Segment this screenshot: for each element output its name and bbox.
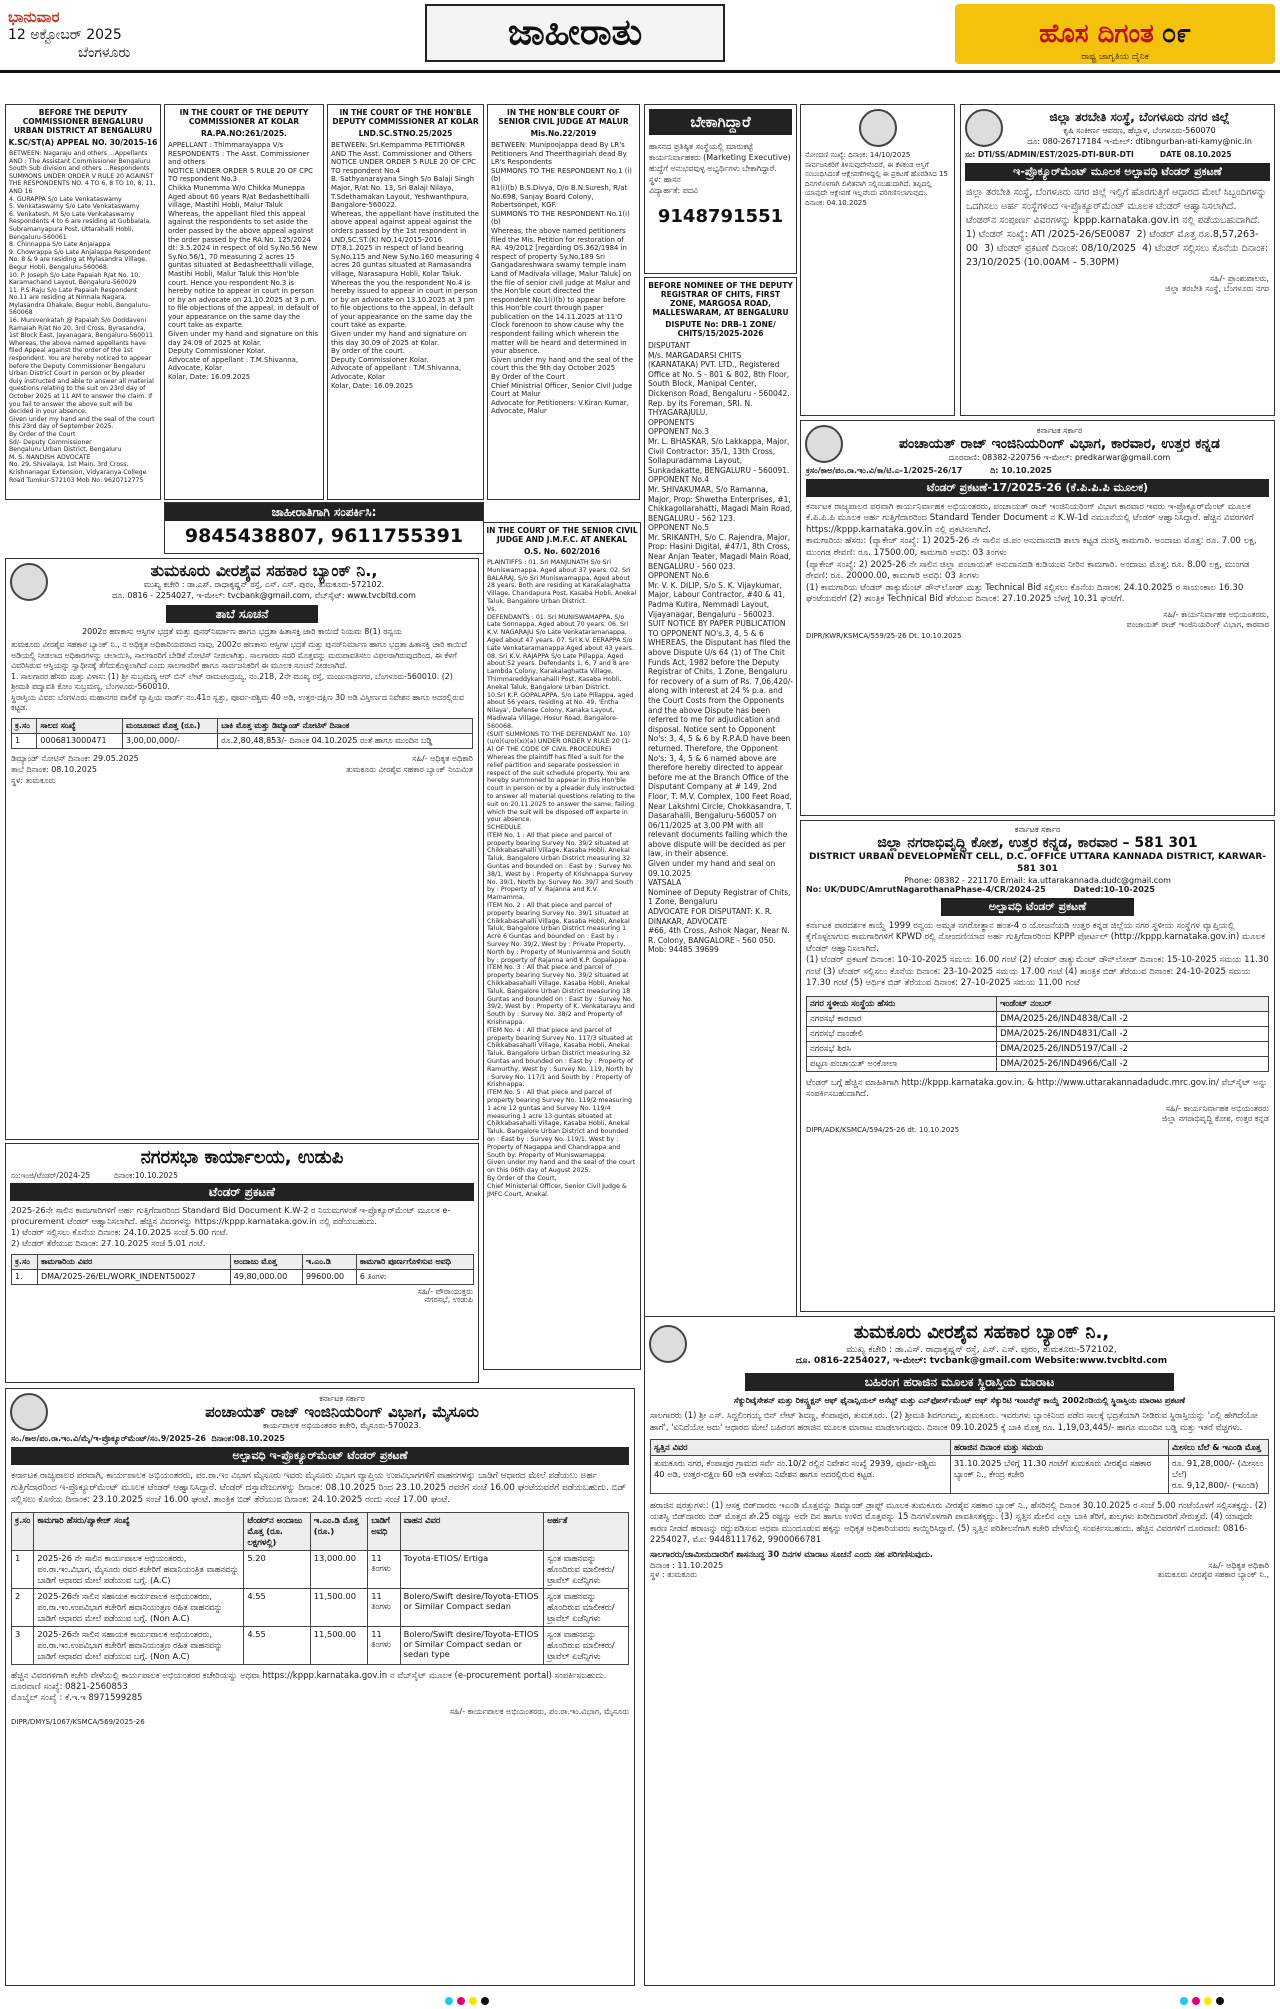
table-cell: Bolero/Swift desire/Toyota-ETIOS or Similar Compact sedan (400, 1588, 543, 1626)
notice-title: BEFORE NOMINEE OF THE DEPUTY REGISTRAR OF CHITS, FIRST ZONE, MARGOSA ROAD, MALLESWARAM, AT BENGALURU (648, 281, 793, 317)
indent-table (806, 996, 1269, 1072)
notice-body: BETWEEN: Sri.Kempamma PETITIONER AND The Asst. Commissioner and Others NOTICE UNDER ORDER 5 RULE 20 OF CPC TO respondent No.4 B. Sathyanarayana Singh S/o Balaji Singh Major, R/at No. 13, Sri Balaji Nilaya, T.Sdethamakan Layout, Yeshwanthpura, Bangalore-560022. Whereas, the appellant have instituted the above appeal against appeal against the orders passed by the 1st respondent in LND.SC.ST.(K) NO.14/2015-2016 DT:8.1.2025 in respect of land bearing Sy.No.115 and New Sy.No.160 measuring 4 acres 20 guntas situated at Ramasandra village, Narasapura Hobli, Kolar Taluk. Whereas the you the respondent No.4 is hereby issued to appear in court in person or by an advocate on 13.10.2025 at 3 pm to file objections to the appeal, in default of your appearance on the same day the court take as exparte. Given under my hand and signature on this day 30.09 of 2025 at Kolar. By order of the court. Deputy Commissioner Kolar. Advocate of appellant : T.M.Shivanna, Advocate, Kolar Kolar, Date: 16.09.2025 (331, 141, 480, 390)
table-cell: 11 ತಿಂಗಳು (368, 1588, 400, 1626)
yellow-dot (469, 1997, 477, 2005)
notice-chits-dispute (644, 277, 797, 1370)
notice-body: ಕರ್ನಾಟಕ ಪಾರದರ್ಶಕ ಕಾಯ್ದೆ 1999 ರನ್ವಯ ಅಮೃತ ನಗರೋತ್ಥಾನ ಹಂತ-4 ರ ಯೋಜನೆಯಡಿ ಉತ್ತರ ಕನ್ನಡ ಜಿಲ್ಲೆಯ ನಗರ ಸ್ಥಳೀಯ ಸಂಸ್ಥೆಗಳ ವ್ಯಾಪ್ತಿಯಲ್ಲಿ ಕೈಗೊಳ್ಳಲಾಗುವ ಕಾಮಗಾರಿಗಳಿಗೆ KPWD ರಲ್ಲಿ ನೋಂದಣಿಯಾದ ಅರ್ಹ ಗುತ್ತಿಗೆದಾರರಿಂದ KPPP ಪೋರ್ಟಲ್ (http://kppp.karnataka.gov.in) ಮೂಲಕ ಟೆಂಡರ್ ಆಹ್ವಾನಿಸಲಾಗಿದೆ. (1) ಟೆಂಡರ್ ಪ್ರಕಟಣೆ ದಿನಾಂಕ: 10-10-2025 ಸಮಯ 16.00 ಗಂಟೆ (2) ಟೆಂಡರ್ ಡಾಕ್ಯುಮೆಂಟ್ ಡೌನ್‌ಲೋಡ್ ದಿನಾಂಕ: 15-10-2025 ಸಮಯ 11.30 ಗಂಟೆ (3) ಟೆಂಡರ್ ಸಲ್ಲಿಸಲು ಕೊನೆಯ ದಿನಾಂಕ: 23-10-2025 ಸಮಯ 17.00 ಗಂಟೆ (4) ತಾಂತ್ರಿಕ ಬಿಡ್ ತೆರೆಯುವ ದಿನಾಂಕ: 24-10-2025 ಸಮಯ 17.30 ಗಂಟೆ (5) ಆರ್ಥಿಕ ಬಿಡ್ ತೆರೆಯುವ ದಿನಾಂಕ: 27-10-2025 ಸಮಯ 11.00 ಗಂಟೆ (806, 920, 1269, 989)
notice-place: ಸ್ಥಳ : ತುಮಕೂರು (650, 1569, 698, 1579)
table-cell: 31.10.2025 ಬೆಳಿಗ್ಗೆ 11.30 ಗಂಟೆಗೆ ತುಮಕೂರು ವೀರಶೈವ ಸಹಕಾರ ಬ್ಯಾಂಕ್ ನಿ., ಕೇಂದ್ರ ಕಚೇರಿ (951, 1456, 1169, 1494)
notice-sign: ಸಹಿ/- ಕಾರ್ಯಪಾಲಕ ಅಭಿಯಂತರರು, ಪಂ.ರಾ.ಇಂ.ವಿಭಾಗ, ಮೈಸೂರು (449, 1706, 629, 1716)
table-header: ಬಾಡಿಗೆ ಅವಧಿ (368, 1512, 400, 1550)
notice-title: BEFORE THE DEPUTY COMMISSIONER BENGALURU URBAN DISTRICT AT BENGALURU (13, 108, 153, 135)
table-cell: DMA/2025-26/IND4838/Call -2 (997, 1011, 1269, 1026)
bank-address: ಮುಖ್ಯ ಕಚೇರಿ : ಡಾ.ಎಸ್. ರಾಧಾಕೃಷ್ಣನ್ ರಸ್ತೆ, ಎಸ್. ಎಸ್. ಪುರಂ, ತುಮಕೂರು-572102. (143, 580, 385, 589)
bank-name: ತುಮಕೂರು ವೀರಶೈವ ಸಹಕಾರ ಬ್ಯಾಂಕ್ ನಿ., (853, 1322, 1110, 1343)
govt-emblem-icon (805, 425, 843, 463)
table-cell: ನಗರಸಭೆ ದಾಂಡೇಲಿ (807, 1026, 997, 1041)
notice-case-no: DISPUTE No: DRB-1 ZONE/ CHITS/15/2025-2026 (665, 320, 776, 338)
table-header: ವಾಹನ ವಿವರ (400, 1512, 543, 1550)
table-header: ಹರಾಜಿನ ದಿನಾಂಕ ಮತ್ತು ಸಮಯ (951, 1440, 1169, 1456)
dipr-code: DIPR/ADK/KSMCA/594/25-26 dt. 10.10.2025 (806, 1125, 960, 1134)
notice-date: ದಿನಾಂಕ : 11.10.2025 (650, 1561, 724, 1571)
tender-dti-bengaluru (960, 104, 1275, 416)
table-row (12, 1550, 629, 1588)
notice-body: ಸಾಲಗಾರರು (1) ಶ್ರೀ ಎಸ್. ಸಿದ್ದಲಿಂಗಯ್ಯ ಬಿನ್ ಲೇಟ್ ಶಿವಣ್ಣ, ಕೆಂಪಾಪುರ, ತುಮಕೂರು. (2) ಶ್ರೀಮತಿ ಶಿವಗಂಗಮ್ಮ, ತುಮಕೂರು. ಇವರುಗಳು ಬ್ಯಾಂಕಿನಿಂದ ಪಡೆದ ಸಾಲಕ್ಕೆ ಭದ್ರತೆಯಾಗಿ ನೀಡಿರುವ ಸ್ಥಿರಾಸ್ತಿಯನ್ನು 'ಎಲ್ಲಿ ಹೇಗಿದೆಯೋ ಹಾಗೆ', 'ಏನಿದೆಯೋ ಅದು' ಆಧಾರದ ಮೇಲೆ ಬಹಿರಂಗ ಹರಾಜಿನ ಮೂಲಕ ಮಾರಾಟ ಮಾಡಲಾಗುವುದು. ದಿನಾಂಕ 09.10.2025 ಕ್ಕೆ ಬಾಕಿ ಮೊತ್ತ ರೂ. 1,19,03,445/- ಹಾಗೂ ಮುಂದಿನ ಬಡ್ಡಿ ಮತ್ತು ಇತರೆ ವೆಚ್ಚಗಳು. (650, 1410, 1261, 1432)
notice-title: IN THE COURT OF THE HON'BLE DEPUTY COMMISSIONER AT KOLAR (332, 108, 479, 126)
notice-case-no: LND.SC.STNO.25/2025 (358, 129, 453, 138)
notice-dates: ಡಿಮ್ಯಾಂಡ್ ನೋಟಿಸ್ ದಿನಾಂಕ: 29.05.2025 ತಾಬೆ ದಿನಾಂಕ: 08.10.2025 ಸ್ಥಳ: ತುಮಕೂರು (11, 753, 139, 785)
org-name: ಜಿಲ್ಲಾ ನಗರಾಭಿವೃದ್ಧಿ ಕೋಶ, ಉತ್ತರ ಕನ್ನಡ, ಕಾರವಾರ – 581 301 (877, 835, 1198, 851)
table-row (807, 1011, 1269, 1026)
notice-tvcb-possession (5, 558, 479, 1140)
notice-ref: No: UK/DUDC/AmrutNagarothanaPhase-4/CR/2024-25 Dated:10-10-2025 (806, 885, 1155, 894)
wanted-title: ಬೇಕಾಗಿದ್ದಾರೆ (649, 109, 792, 135)
notice-ref: ಕ್ರಸಂ/ಕಾಅ/ಪಂ.ರಾ.ಇಂ.ವಿ/ಕಾ/ಟಿ.ಎ-1/2025-26/17 ದಿ: 10.10.2025 (806, 466, 1052, 475)
table-header: ಅರ್ಹತೆ (544, 1512, 629, 1550)
notice-ref: ಸಂ:ಇಂಜಿ/ಟೆಂಡರ್/2024-25 ದಿನಾಂಕ:10.10.2025 (11, 1171, 178, 1180)
table-header: ಇ.ಎಂ.ಡಿ ಮೊತ್ತ (ರೂ.) (310, 1512, 367, 1550)
edition-date-block (8, 8, 178, 62)
table-cell: ಸ್ವಂತ ವಾಹನವನ್ನು ಹೊಂದಿರುವ ಮಾಲೀಕರು/ ಟ್ರಾವೆಲ್ ಏಜೆನ್ಸಿಗಳು (544, 1550, 629, 1588)
notice-body: 2025-26ನೇ ಸಾಲಿನ ಕಾಮಗಾರಿಗಳಿಗೆ ಅರ್ಹ ಗುತ್ತಿಗೆದಾರರಿಂದ Standard Bid Document K.W-2 ರ ನಿಯಮಗಳಂತೆ ಇ-ಪ್ರೊಕ್ಯೂರ್‌ಮೆಂಟ್ ಮೂಲಕ e-procurement ಟೆಂಡರ್ ಆಹ್ವಾನಿಸಲಾಗಿದೆ. ಹೆಚ್ಚಿನ ವಿವರಗಳನ್ನು https://kppp.karnataka.gov.in ನಲ್ಲಿ ಪಡೆಯಬಹುದು. 1) ಟೆಂಡರ್ ಸಲ್ಲಿಸಲು ಕೊನೆಯ ದಿನಾಂಕ: 24.10.2025 ಸಂಜೆ 5.00 ಗಂಟೆ. 2) ಟೆಂಡರ್ ತೆರೆಯುವ ದಿನಾಂಕ: 27.10.2025 ಸಂಜೆ 5.01 ಗಂಟೆ. (11, 1204, 451, 1248)
table-cell: 11 ತಿಂಗಳು (368, 1626, 400, 1664)
notice-case-no: O.S. No. 602/2016 (523, 547, 601, 556)
table-row (12, 1588, 629, 1626)
notice-body: DISPUTANT M/s. MARGADARSI CHITS (KARNATAKA) PVT. LTD., Registered Office at No. S - 801 & 802, 8th Floor, South Block, Manipal Center, Dickenson Road, Bengaluru - 560042. Rep. by its Foreman, SRI. N. THYAGARAJULU. OPPONENTS OPPONENT No.3 Mr. L. BHASKAR, S/o Lakkappa, Major, Civil Contractor: 35/1, 13th Cross, Sollapuradamma Layout, Sunkadakatte, BENGALURU - 560091. OPPONENT No.4 Mr. SHIVAKUMAR, S/o Ramanna, Major, Prop: Shwetha Enterprises, #1, Chikkagollarahatti, Magadi Main Road, BENGALURU - 562 123. OPPONENT No.5 Mr. SRIKANTH, S/o C. Rajendra, Major, Prop: Hasini Digital, #47/1, 8th Cross, Near Anjan Teater, Magadi Main Road, BENGALURU - 560 023. OPPONENT No.6 Mr. V. K. DILIP, S/o S. K. Vijaykumar, Major, Labour Contractor, #40 & 41, Padma Kutira, Nemmadi Layout, Vijayanagar, Bengaluru - 560023. SUIT NOTICE BY PAPER PUBLICATION TO OPPONENT NO's.3, 4, 5 & 6 WHEREAS, the Disputant has filed the above Dispute U/s 64 (1) of The Chit Funds Act, 1982 before the Deputy Registrar of Chits, 1 Zone, Bengaluru for recovery of a sum of Rs. 7,06,420/- along with interest at 24 % p.a. and the Court Costs from the Opponents and the above Dispute has been referred to me for adjudication and disposal. Notice sent to Opponent No's: 3, 4, 5 & 6 by R.P.A.D have been returned. Therefore, the Opponent No's: 3, 4, 5 & 6 named above are therefore hereby directed to appear before me at the Branch Office of the Disputant Company at # 149, 2nd Floor, T. M.V. Complex, 100 Feet Road, Near Lakshmi Circle, Chokkasandra, T. Dasarahalli, Bengaluru-560057 on 06/11/2025 at 3.00 PM with all relevant documents failing which the above dispute will be decided as per law, in their absence. Given under my hand and seal on 09.10.2025 VATSALA Nominee of Deputy Registrar of Chits, 1 Zone, Bengaluru ADVOCATE FOR DISPUTANT: K. R. DINAKAR, ADVOCATE #66, 4th Cross, Ashok Nagar, Near N. R. Colony, BANGALORE - 560 050. Mob: 94485 39699 (648, 341, 793, 955)
notice-sign: ಸಹಿ/- ಪೌರಾಯುಕ್ತರು ನಗರಸಭೆ, ಉಡುಪಿ (417, 1286, 473, 1305)
notice-heading: ಇ-ಪ್ರೊಕ್ಯೂರ್‌ಮೆಂಟ್ ಮೂಲಕ ಅಲ್ಪಾವಧಿ ಟೆಂಡರ್ ಪ್ರಕಟಣೆ (965, 163, 1270, 181)
tender-pred-mysuru (5, 1388, 635, 1986)
auction-table (650, 1439, 1269, 1494)
page-number: ೦೯ (1161, 18, 1191, 49)
table-header: ಸಾಲದ ಸಂಖ್ಯೆ (37, 718, 122, 733)
ad-wanted (644, 104, 797, 274)
table-cell: 49,80,000.00 (230, 1269, 302, 1284)
edition-day: ಭಾನುವಾರ (8, 8, 60, 26)
wanted-body: ಹಾಸನದ ಪ್ರತಿಷ್ಠಿತ ಸಂಸ್ಥೆಯಲ್ಲಿ ಮಾರುಕಟ್ಟೆ ಕಾರ್ಯನಿರ್ವಾಹಕರು (Marketing Executive) ಹುದ್ದೆಗೆ ಅನುಭವವುಳ್ಳ ಅಭ್ಯರ್ಥಿಗಳು ಬೇಕಾಗಿದ್ದಾರೆ. ಸ್ಥಳ: ಹಾಸನ ವಿದ್ಯಾರ್ಹತೆ: ಪದವಿ (649, 142, 791, 195)
notice-sign: ಸಹಿ/- ಅಧಿಕೃತ ಅಧಿಕಾರಿ ತುಮಕೂರು ವೀರಶೈವ ಸಹಕಾರ ಬ್ಯಾಂಕ್ ನಿ., (1157, 1561, 1269, 1579)
table-cell: 1 (12, 733, 37, 748)
table-cell: 6 ತಿಂಗಳು (356, 1269, 473, 1284)
notice-heading: ಟೆಂಡರ್ ಪ್ರಕಟಣೆ (10, 1183, 474, 1201)
yellow-dot (1204, 1997, 1212, 2005)
notice-tvcb-auction (644, 1316, 1275, 1986)
table-cell: 11,500.00 (310, 1626, 367, 1664)
table-cell: 13,000.00 (310, 1550, 367, 1588)
tender-pred-karwar (800, 420, 1275, 816)
org-contact: Phone: 08382 - 221170 Email: ka.uttarakannada.dudc@gmail.com (904, 876, 1171, 885)
notice-footer: ಹೆಚ್ಚಿನ ವಿವರಗಳಿಗಾಗಿ ಕಚೇರಿ ವೇಳೆಯಲ್ಲಿ ಕಾರ್ಯಪಾಲಕ ಅಭಿಯಂತರರ ಕಚೇರಿಯನ್ನು ಅಥವಾ https://kppp.karnataka.gov.in ನ ವೆಬ್‌ಸೈಟ್ ಮೂಲಕ (e-procurement portal) ಸಂಪರ್ಕಿಸಬಹುದು. ದೂರವಾಣಿ ಸಂಖ್ಯೆ: 0821-2560853 ಮೊಬೈಲ್ ಸಂಖ್ಯೆ : ಕೆ.ಇ.ಇ 8971599285 (11, 1670, 607, 1703)
table-row (651, 1456, 1269, 1494)
notice-sign: ಸಹಿ/- ಕಾರ್ಯನಿರ್ವಾಹಕ ಅಭಿಯಂತರರು ಜಿಲ್ಲಾ ನಗರಾಭಿವೃದ್ಧಿ ಕೋಶ, ಉತ್ತರ ಕನ್ನಡ (1161, 1103, 1269, 1123)
notice-title: IN THE COURT OF THE SENIOR CIVIL JUDGE AND J.M.F.C. AT ANEKAL (486, 526, 638, 544)
table-cell: 3 (12, 1626, 34, 1664)
magenta-dot (1192, 1997, 1200, 2005)
auction-note: ಸಾಲಗಾರರು/ಜಾಮೀನುದಾರರಿಗೆ ಶಾಸನಬದ್ಧ 30 ದಿನಗಳ ಮಾರಾಟ ಸೂಚನೆ ಎಂದು ಸಹ ಪರಿಗಣಿಸುವುದು. (650, 1548, 933, 1559)
magenta-dot (457, 1997, 465, 2005)
table-cell: ನಗರಸಭೆ ಕಾರವಾರ (807, 1011, 997, 1026)
org-name: ಪಂಚಾಯತ್ ರಾಜ್ ಇಂಜಿನಿಯರಿಂಗ್ ವಿಭಾಗ, ಕಾರವಾರ, ಉತ್ತರ ಕನ್ನಡ (899, 436, 1220, 452)
table-header: ಅಂದಾಜು ಮೊತ್ತ (230, 1254, 302, 1269)
table-row (807, 1056, 1269, 1071)
notice-heading: ಟೆಂಡರ್ ಪ್ರಕಟಣೆ-17/2025-26 (ಕೆ.ಪಿ.ಪಿ.ಪಿ ಮೂಲಕ) (806, 479, 1269, 497)
cyan-dot (445, 1997, 453, 2005)
table-header: ಇ.ಎಂ.ಡಿ (302, 1254, 356, 1269)
table-cell: 4.55 (244, 1588, 310, 1626)
table-cell: DMA/2025-26/IND5197/Call -2 (997, 1041, 1269, 1056)
small-notice-body: ನೋಂದಣಿ ಸಂಖ್ಯೆ: ದಿನಾಂಕ: 14/10/2025 ಸಾರ್ವಜನಿಕರಿಗೆ ತಿಳಿಸುವುದೇನೆಂದರೆ, ಈ ಕೆಳಕಂಡ ಆಸ್ತಿಗೆ ಸಂಬಂಧಿಸಿದಂತೆ ಆಕ್ಷೇಪಣೆಗಳಿದ್ದಲ್ಲಿ ಈ ಪ್ರಕಟಣೆ ಹೊರಡಿಸಿದ 15 ದಿನಗಳೊಳಗಾಗಿ ಲಿಖಿತವಾಗಿ ಸಲ್ಲಿಸಬಹುದಾಗಿದೆ. ತಪ್ಪಿದಲ್ಲಿ ಯಾವುದೇ ಆಕ್ಷೇಪಣೆ ಇಲ್ಲವೆಂದು ಪರಿಗಣಿಸಲಾಗುವುದು. ದಿನಾಂಕ: 04.10.2025 (805, 151, 948, 207)
table-cell: 2025-26ನೇ ಸಾಲಿನ ಸಹಾಯಕ ಕಾರ್ಯಪಾಲಕ ಅಭಿಯಂತರರು, ಪಂ.ರಾ.ಇಂ.ಉಪವಿಭಾಗ ಕಚೇರಿಗೆ ಹವಾನಿಯಂತ್ರಣ ರಹಿತ ವಾಹನವನ್ನು ಬಾಡಿಗೆ ಆಧಾರದ ಮೇಲೆ ಪಡೆಯುವ ಬಗ್ಗೆ. (Non A.C) (34, 1626, 244, 1664)
notice-dc-kolar-2 (327, 104, 484, 500)
org-address: ಕೃಷಿ ಸಂಕೀರ್ಣ ಆವರಣ, ಹೆಬ್ಬಾಳ, ಬೆಂಗಳೂರು-560070 (1063, 126, 1216, 135)
table-row (12, 1269, 474, 1284)
org-name: ಜಿಲ್ಲಾ ತರಬೇತಿ ಸಂಸ್ಥೆ, ಬೆಂಗಳೂರು ನಗರ ಜಿಲ್ಲೆ (1049, 110, 1230, 124)
auction-terms: ಹರಾಜಿನ ಷರತ್ತುಗಳು: (1) ಆಸಕ್ತ ಬಿಡ್‌ದಾರರು ಇಎಂಡಿ ಮೊತ್ತವನ್ನು ಡಿಮ್ಯಾಂಡ್ ಡ್ರಾಫ್ಟ್ ಮೂಲಕ ತುಮಕೂರು ವೀರಶೈವ ಸಹಕಾರ ಬ್ಯಾಂಕ್ ನಿ., ಹೆಸರಿನಲ್ಲಿ ದಿನಾಂಕ 30.10.2025 ರ ಸಂಜೆ 5.00 ಗಂಟೆಯೊಳಗೆ ಸಲ್ಲಿಸತಕ್ಕದ್ದು. (2) ಯಶಸ್ವಿ ಬಿಡ್‌ದಾರರು ಬಿಡ್ ಮೊತ್ತದ ಶೇ.25 ರಷ್ಟನ್ನು ಅದೇ ದಿನ ಹಾಗೂ ಉಳಿದ ಮೊತ್ತವನ್ನು 15 ದಿನಗಳೊಳಗಾಗಿ ಪಾವತಿಸತಕ್ಕದ್ದು. (3) ಸ್ವತ್ತಿನ ಮೇಲಿನ ಎಲ್ಲಾ ಬಾಕಿ ತೆರಿಗೆ, ಶುಲ್ಕಗಳು ಖರೀದಿದಾರರಿಗೆ ಸೇರುತ್ತವೆ. (4) ಯಾವುದೇ ಕಾರಣ ನೀಡದೆ ಹರಾಜನ್ನು ರದ್ದುಪಡಿಸುವ ಅಥವಾ ಮುಂದೂಡುವ ಹಕ್ಕನ್ನು ಅಧಿಕೃತ ಅಧಿಕಾರಿಯವರು ಕಾಯ್ದಿರಿಸಿದ್ದಾರೆ. (5) ಸ್ವತ್ತಿನ ಪರಿಶೀಲನೆಗಾಗಿ ಕಚೇರಿ ವೇಳೆಯಲ್ಲಿ ಸಂಪರ್ಕಿಸಬಹುದು. ಹೆಚ್ಚಿನ ವಿವರಗಳಿಗೆ ದೂರವಾಣಿ: 0816-2254027, ಮೊ: 9448111762, 9900066781 (650, 1500, 1270, 1545)
notice-heading: ತಾಬೆ ಸೂಚನೆ (166, 605, 318, 623)
table-cell: DMA/2025-26/IND4831/Call -2 (997, 1026, 1269, 1041)
bank-logo-icon (10, 563, 48, 601)
notice-subheading: 2002ರ ಹಣಕಾಸು ಆಸ್ತಿಗಳ ಭದ್ರತೆ ಮತ್ತು ಪುನರ್‌ನಿರ್ಮಾಣ ಹಾಗೂ ಭದ್ರತಾ ಹಿತಾಸಕ್ತಿ ಜಾರಿ ಕಾಯಿದೆ ನಿಯಮ 8(1) ರನ್ವಯ (82, 627, 402, 636)
tender-dudc-karwar (800, 820, 1275, 1312)
paper-name: ಹೊಸ ದಿಗಂತ (1039, 18, 1154, 49)
govt-emblem-icon (965, 109, 1003, 147)
bank-logo-icon (649, 1325, 687, 1363)
org-name-en: DISTRICT URBAN DEVELOPMENT CELL, D.C. OFFICE UTTARA KANNADA DISTRICT, KARWAR-581 301 (808, 852, 1266, 874)
notice-title: IN THE HON'BLE COURT OF SENIOR CIVIL JUDGE AT MALUR (498, 108, 629, 126)
black-dot (481, 1997, 489, 2005)
notice-body: PLAINTIFFS : 01. Sri MANJUNATH S/o Sri Muniswamappa, Aged about 37 years. 02. Sri BALARAJ, S/o Sri Muniswamappa, Aged about 28 years. Both are residing at Karakalaghatta Village, Chandapura Post, Kasaba Hobli, Anekal Taluk, Bangalore Urban District. Vs. DEFENDANTS : 01. Sri MUNISWAMAPPA, S/o Late Sonnappa, Aged about 70 years. 06. Sri K.V. NAGARAJU S/o Late Venkataramanappa, Aged about 47 years. 07. Sri K.V. EERAPPA S/o Late Venkataramanappa Aged about 43 years. 08. Sri K.V. RAJAPPA S/o Late Pillappa, Aged about 52 years. Defendants 1, 6, 7 and 8 are Lambda Colony, Karakalaghatta Village, Thimmareddykanahalli Post, Kasaba Hobli, Anekal Taluk, Bangalore Urban District. 10.Sri K.P. GOPALAPPA, S/o Late Pillappa, aged about 56 years, residing at No. 49, 'Entha Nilaya', Defense Colony, Kanaka Layout, Madiwala Village, Hosur Road, Bangalore-560068. (SUIT SUMMONS TO THE DEFENDANT No. 10)(u/o)(u/o)(xi)(a) UNDER ORDER V RULE 20 (1-A) OF THE CODE OF CIVIL PROCEDURE) Whereas the plaintiff has filed a suit for the relief partition and separate possession in respect of the suit schedule property. You are hereby summoned to appear in this Hon'ble court in person or by a pleader duly instructed to answer all material questions relating to the suit on 20.11.2025 to answer the same, failing which the suit will be disposed off exparte in your absence. SCHEDULE ITEM No. 1 : All that piece and parcel of property bearing Survey No. 39/2 situated at Chikkabasahalli Village, Kasaba Hobli, Anekal Taluk, Bangalore Urban District measuring 32 Guntas and bounded on : East by : Survey No. 38/1, West by : Property of Krishnappa Survey No. 39/1, North by: Survey No. 39/7 and South by : Property of V. Rajanna and K.V. Marnamma. ITEM No. 2 : All that piece and parcel of property bearing Survey No. 39/1 situated at Chikkabasahalli Village, Kasaba Hobli, Anekal Taluk, Bangalore Urban District measuring 1 Acre 6 Guntas and bounded on : East by : Survey No. 39/2, West by : Private Property, North by : Property of Munivamma and South by : property of Rajanna and K.P. Gopalappa. ITEM No. 3 : All that piece and parcel of property bearing Survey No. 39/2 situated at Chikkabasahalli Village, Kasaba Hobli, Anekal Taluk, Bangalore Urban District measuring 18 Guntas and bounded on : East by : Survey No. 39/2, West by : Property of K. Venkatarayu and South by : Survey No. 38/2 and Property of Krishnappa. ITEM No. 4 : All that piece and parcel of property bearing Survey No. 117/3 situated at Chikkabasahalli Village, Kasaba Hobli, Anekal Taluk, Bangalore Urban District measuring 32 Guntas and bounded on : East by : Property of Ramurthy, West by : Survey No. 119, North by : Survey No. 117/1 and South by : Property of Krishnappa. ITEM No. 5 : All that piece and parcel of property bearing Survey No. 119/2 measuring 1 acre 12 guntas and Survey No. 119/4 measuring 1 acre 13 guntas situated at Chikkabasahalli Village, Kasaba Hobli, Anekal Taluk, Bangalore Urban District and bounded on : East by : Survey No. 119/1, West by : Property of Nagappa and Chandrappa and South by: Property of Muniswamappa. Given under my hand and the seal of the court on this 06th day of August 2025. By Order of the Court, Chief Ministerial Officer, Senior Civil Judge & JMFC Court, Anekal. (487, 559, 637, 1198)
notice-sign: ಸಹಿ/- ಅಧಿಕೃತ ಅಧಿಕಾರಿ ತುಮಕೂರು ವೀರಶೈವ ಸಹಕಾರ ಬ್ಯಾಂಕ್ ನಿಯಮಿತ (346, 753, 473, 774)
contact-title: ಜಾಹೀರಾತಿಗಾಗಿ ಸಂಪರ್ಕಿಸಿ: (165, 503, 483, 521)
black-dot (1216, 1997, 1224, 2005)
edition-city: ಬೆಂಗಳೂರು (78, 45, 131, 61)
table-header: ಮೀಸಲು ಬೆಲೆ & ಇಎಂಡಿ ಮೊತ್ತ (1168, 1440, 1268, 1456)
contact-phones: 9845438807, 9611755391 (184, 525, 464, 547)
notice-title: IN THE COURT OF THE DEPUTY COMMISSIONER AT KOLAR (179, 108, 309, 126)
notice-anekal-court (483, 522, 641, 1370)
notice-heading: ಬಹಿರಂಗ ಹರಾಜಿನ ಮೂಲಕ ಸ್ಥಿರಾಸ್ತಿಯ ಮಾರಾಟ (745, 1373, 1174, 1391)
notice-body: BETWEEN: Munipoojappa dead By LR's Petitioners And Theerthagiriah dead By LR's Respondents SUMMONS TO THE RESPONDENT No.1 (i) (b) R1(i)(b) B.S.Divya, D/o B.N.Suresh, R/at No.698, Sanjay Board Colony, Robertsonpet, KGF. SUMMONS TO THE RESPONDENT No.1(i) (b) Whereas, the above named petitioners filed the Mis. Petition for restoration of RA. 49/2012 [regarding OS.362/1984 in respect of property Sy.No.189 Sri Gangadareshwara swamy temple inam Land of Madivala village, Malur Taluk] on the file of senior civil judge at Malur and the Hon'ble court directed the respondent No.1(i)(b) to appear before this Hon'ble court through paper publication on the 14.11.2025 at 11'O Clock forenoon to show cause why the respondent failing which wherein the matter will be heard and determined in your absence. Given under my hand and the seal of the court this the 9th day October 2025 By Order of the Court Chief Ministrial Officer, Senior Civil Judge Court at Malur Advocate for Petitioners: V.Kiran Kumar, Advocate, Malur (491, 141, 633, 416)
table-row (12, 733, 473, 748)
bank-name: ತುಮಕೂರು ವೀರಶೈವ ಸಹಕಾರ ಬ್ಯಾಂಕ್ ನಿ., (150, 561, 378, 580)
dipr-code: DIPR/DMYS/1067/KSMCA/569/2025-26 (11, 1718, 145, 1727)
table-cell: DMA/2025-26/IND4966/Call -2 (997, 1056, 1269, 1071)
table-cell: ಪಟ್ಟಣ ಪಂಚಾಯತ್ ಅಂಕೋಲಾ (807, 1056, 997, 1071)
org-contact: ದೂರವಾಣಿ: 08382-220756 ಇ-ಮೇಲ್: predkarwar@gmail.com (948, 453, 1171, 462)
table-cell: ರೂ.2,80,48,853/- ದಿನಾಂಕ 04.10.2025 ರಂತೆ ಹಾಗೂ ಮುಂದಿನ ಬಡ್ಡಿ (218, 733, 473, 748)
notice-body: ತುಮಕೂರು ವೀರಶೈವ ಸಹಕಾರ ಬ್ಯಾಂಕ್ ನಿ., ನ ಅಧಿಕೃತ ಅಧಿಕಾರಿಯವರಾದ ನಾವು, 2002ರ ಹಣಕಾಸು ಆಸ್ತಿಗಳ ಭದ್ರತೆ ಮತ್ತು ಪುನರ್‌ನಿರ್ಮಾಣ ಹಾಗೂ ಭದ್ರತಾ ಹಿತಾಸಕ್ತಿ ಜಾರಿ ಕಾಯಿದೆ ಅಡಿಯಲ್ಲಿ ನೀಡಲಾದ ಅಧಿಕಾರಗಳನ್ನು ಚಲಾಯಿಸಿ, ಸಾಲಗಾರರಿಗೆ ಬೇಡಿಕೆ ನೋಟಿಸ್ ನೀಡಲಾಗಿತ್ತು. ಸಾಲಗಾರರು ಸದರಿ ಮೊತ್ತವನ್ನು ಮರುಪಾವತಿಸಲು ವಿಫಲರಾಗಿರುವುದರಿಂದ, ಈ ಕೆಳಗೆ ವಿವರಿಸಿರುವ ಆಸ್ತಿಯನ್ನು ಸ್ವಾಧೀನಕ್ಕೆ ತೆಗೆದುಕೊಳ್ಳಲಾಗಿದೆ ಎಂದು ಸಾಲಗಾರರಿಗೆ ಹಾಗೂ ಸಾರ್ವಜನಿಕರಿಗೆ ಈ ಮೂಲಕ ಸೂಚನೆ ನೀಡಲಾಗಿದೆ. 1. ಸಾಲಗಾರರ ಹೆಸರು ಮತ್ತು ವಿಳಾಸ: (1) ಶ್ರೀ ಸುಬ್ರಮಣ್ಯ ಆರ್ ಬಿನ್ ಲೇಟ್ ರಾಮಚಂದ್ರಯ್ಯ, ನಂ.218, 2ನೇ ಮುಖ್ಯ ರಸ್ತೆ, ಮಂಜುನಾಥನಗರ, ಬೆಂಗಳೂರು-560010. (2) ಶ್ರೀಮತಿ ಪದ್ಮಾವತಿ ಕೋಂ ಸುಬ್ರಮಣ್ಯ, ಬೆಂಗಳೂರು-560010. ಸ್ಥಿರಾಸ್ತಿಯ ವಿವರ: ಬೆಂಗಳೂರು ಮಹಾನಗರ ಪಾಲಿಕೆ ವ್ಯಾಪ್ತಿಯ ವಾರ್ಡ್ ನಂ.41ರ ಸ್ವತ್ತು, ಪೂರ್ವ-ಪಶ್ಚಿಮ 40 ಅಡಿ, ಉತ್ತರ-ದಕ್ಷಿಣ 30 ಅಡಿ ವಿಸ್ತೀರ್ಣದ ನಿವೇಶನ ಹಾಗೂ ಅದರಲ್ಲಿರುವ ಕಟ್ಟಡ. (11, 640, 467, 712)
table-cell: 0006813000471 (37, 733, 122, 748)
bank-contact: ದೂ. 0816 - 2254027, ಇ-ಮೇಲ್: tvcbank@gmail.com, ವೆಬ್‌ಸೈಟ್: www.tvcbltd.com (112, 591, 416, 600)
table-cell: 1. (12, 1269, 38, 1284)
table-header: ಬಾಕಿ ಮೊತ್ತ ಮತ್ತು ಡಿಮ್ಯಾಂಡ್ ನೋಟಿಸ್ ದಿನಾಂಕ (218, 718, 473, 733)
table-header: ಕಾಮಗಾರಿಯ ವಿವರ (38, 1254, 231, 1269)
notice-civil-judge-malur (487, 104, 640, 500)
table-row (12, 1626, 629, 1664)
table-cell: ಸ್ವಂತ ವಾಹನವನ್ನು ಹೊಂದಿರುವ ಮಾಲೀಕರು/ ಟ್ರಾವೆಲ್ ಏಜೆನ್ಸಿಗಳು (544, 1626, 629, 1664)
table-cell: 11 ತಿಂಗಳು (368, 1550, 400, 1588)
edition-date: 12 ಅಕ್ಟೋಬರ್ 2025 (8, 27, 122, 43)
table-cell: 11,500.00 (310, 1588, 367, 1626)
notice-registration (800, 104, 955, 416)
notice-footer: ಟೆಂಡರ್ ಬಗ್ಗೆ ಹೆಚ್ಚಿನ ಮಾಹಿತಿಗಾಗಿ http://kppp.karnataka.gov.in. & http://www.uttarakannadadudc.mrc.gov.in/ ವೆಬ್‌ಸೈಟ್ ಅನ್ನು ಸಂಪರ್ಕಿಸಬಹುದಾಗಿದೆ. (806, 1077, 1271, 1099)
dipr-code: DIPR/KWR/KSMCA/559/25-26 Dt. 10.10.2025 (806, 631, 962, 640)
bank-address: ಮುಖ್ಯ ಕಚೇರಿ : ಡಾ.ಎಸ್. ರಾಧಾಕೃಷ್ಣನ್ ರಸ್ತೆ, ಎಸ್. ಎಸ್. ಪುರಂ, ತುಮಕೂರು-572102, (846, 1345, 1117, 1355)
paper-tagline: ರಾಷ್ಟ್ರ ಜಾಗೃತಿಯ ದೈನಿಕ (1081, 52, 1149, 62)
table-cell: 4.55 (244, 1626, 310, 1664)
page-section-title: ಜಾಹೀರಾತು (425, 4, 725, 62)
notice-body: ಕರ್ನಾಟಕ ರಾಜ್ಯಪಾಲರ ಪರವಾಗಿ ಕಾರ್ಯನಿರ್ವಾಹಕ ಅಭಿಯಂತರರು, ಪಂಚಾಯತ್ ರಾಜ್ ಇಂಜಿನಿಯರಿಂಗ್ ವಿಭಾಗ ಕಾರವಾರ ಇವರು ಇ-ಪ್ರೊಕ್ಯೂರ್‌ಮೆಂಟ್ ಮೂಲಕ ಕೆ.ಪಿ.ಪಿ.ಪಿ ಮೂಲಕ ಅರ್ಹ ಗುತ್ತಿಗೆದಾರರಿಂದ Standard Tender Document ನ K.W-1d ನಮೂನೆಯಲ್ಲಿ ಟೆಂಡರ್ ಆಹ್ವಾನಿಸಿದ್ದಾರೆ. ಹೆಚ್ಚಿನ ವಿವರಗಳಿಗೆ https://kppp.karnataka.gov.in ನಲ್ಲಿ ಪ್ರಕಟಿಸಲಾಗಿದೆ. ಕಾಮಗಾರಿಯ ಹೆಸರು: (ಪ್ಯಾಕೇಜ್ ಸಂಖ್ಯೆ: 1) 2025-26 ನೇ ಸಾಲಿನ ಜಿ.ಪಂ ಅನುದಾನದಡಿ ಶಾಲಾ ಕಟ್ಟಡ ದುರಸ್ತಿ ಕಾಮಗಾರಿ. ಅಂದಾಜು ಮೊತ್ತ: ರೂ. 7.00 ಲಕ್ಷ, ಮುಂಗಡ ಠೇವಣಿ: ರೂ. 17500.00, ಕಾಮಗಾರಿ ಅವಧಿ: 03 ತಿಂಗಳು (ಪ್ಯಾಕೇಜ್ ಸಂಖ್ಯೆ: 2) 2025-26 ನೇ ಸಾಲಿನ ಜಿಲ್ಲಾ ಪಂಚಾಯತ್ ಅನುದಾನದಡಿ ಕುಡಿಯುವ ನೀರಿನ ಕಾಮಗಾರಿ. ಅಂದಾಜು ಮೊತ್ತ: ರೂ. 8.00 ಲಕ್ಷ, ಮುಂಗಡ ಠೇವಣಿ: ರೂ. 20000.00, ಕಾಮಗಾರಿ ಅವಧಿ: 03 ತಿಂಗಳು (1) ಕಾಮಗಾರಿಯ ಟೆಂಡರ್ ಡಾಕ್ಯುಮೆಂಟ್ ಡೌನ್‌ಲೋಡ್ ಮತ್ತು Technical Bid ಸಲ್ಲಿಸಲು ಕೊನೆಯ ದಿನಾಂಕ: 24.10.2025 ರ ಸಾಯಂಕಾಲ 16.30 ಘಂಟೆಯವರೆಗೆ (2) ತಾಂತ್ರಿಕ Technical Bid ತೆರೆಯುವ ದಿನಾಂಕ: 27.10.2025 ಬೆಳಗ್ಗೆ 10.31 ಘಂಟೆಗೆ. (806, 501, 1257, 605)
table-cell: ನಗರಸಭೆ ಶಿರಸಿ (807, 1041, 997, 1056)
govt-label: ಕರ್ನಾಟಕ ಸರ್ಕಾರ (1014, 825, 1061, 834)
notice-body: ಕರ್ನಾಟಕ ರಾಜ್ಯಪಾಲರ ಪರವಾಗಿ, ಕಾರ್ಯಪಾಲಕ ಅಭಿಯಂತರರು, ಪಂ.ರಾ.ಇಂ ವಿಭಾಗ ಮೈಸೂರು ಇವರು ಮೈಸೂರು ವಿಭಾಗ ವ್ಯಾಪ್ತಿಯ ಉಪವಿಭಾಗಗಳಿಗೆ ವಾಹನಗಳನ್ನು ಬಾಡಿಗೆ ಆಧಾರದ ಮೇಲೆ ಪಡೆಯಲು ಅರ್ಹ ಗುತ್ತಿಗೆದಾರರಿಂದ ಇ-ಪ್ರೊಕ್ಯೂರ್‌ಮೆಂಟ್ ಮೂಲಕ ಟೆಂಡರ್ ಆಹ್ವಾನಿಸಿದ್ದಾರೆ. ಟೆಂಡರ್ ದಸ್ತಾವೇಜುಗಳನ್ನು ದಿನಾಂಕ: 08.10.2025 ರಿಂದ 23.10.2025 ರವರೆಗೆ ಸಂಜೆ 16.00 ಘಂಟೆಯವರೆಗೆ ಪಡೆಯಬಹುದು. ಬಿಡ್ ಸಲ್ಲಿಸಲು ಕೊನೆಯ ದಿನಾಂಕ: 23.10.2025 ಸಂಜೆ 16.00 ಘಂಟೆ. ತಾಂತ್ರಿಕ ಬಿಡ್ ತೆರೆಯುವ ದಿನಾಂಕ: 24.10.2025 ರಂದು ಸಂಜೆ 17.00 ಘಂಟೆ. (11, 1470, 629, 1505)
govt-emblem-icon (10, 1393, 48, 1431)
notice-dc-bengaluru (5, 104, 161, 500)
table-cell: 99600.00 (302, 1269, 356, 1284)
notice-heading: ಅಲ್ಪಾವಧಿ ಇ-ಪ್ರೊಕ್ಯೂರ್‌ಮೆಂಟ್ ಟೆಂಡರ್ ಪ್ರಕಟಣೆ (11, 1447, 629, 1465)
notice-body: APPELLANT : Thimmarayappa V/s RESPONDENTS : The Asst. Commissioner and others NOTICE UNDER ORDER 5 RULE 20 OF CPC TO respondent No.3 Chikka Munemma W/o Chikka Muneppa Aged about 60 years R/at Bedashettihalli village, Mastihi Hobli, Malur Taluk Whereas, the appellant filed this appeal against the respondents to set aside the order passed by the above appeal against the order passed by the RA.No. 125/2024 dt: 3.5.2024 in respect of old Sy.No.56 New Sy.No.56/1, 70 measuring 2 acres 15 guntas situated at Bedasheetthalli village, Mastihi Hobli, Malur Taluk this Hon'ble court. Hence you respondent No.3 is hereby notice to appear in court in person or by an advocate on 21.10.2025 at 3 p.m. to file objections of the appeal, in default of your appearance on the same day the court take as exparte. Given under my hand and signature on this day 24.09 of 2025 at Kolar. Deputy Commissioner Kolar. Advocate of appellant : T.M.Shivanna, Advocate, Kolar Kolar, Date: 16.09.2025 (168, 141, 319, 382)
notice-case-no: K.SC/ST(A) APPEAL NO. 30/2015-16 (8, 138, 158, 147)
bank-contact: ದೂ. 0816-2254027, ಇ-ಮೇಲ್: tvcbank@gmail.com Website:www.tvcbltd.com (795, 1356, 1168, 1366)
masthead-logo (955, 4, 1275, 64)
tender-udupi-cmc (5, 1143, 479, 1383)
table-header: ನಗರ ಸ್ಥಳೀಯ ಸಂಸ್ಥೆಯ ಹೆಸರು (807, 996, 997, 1011)
notice-heading: ಅಲ್ಪಾವಧಿ ಟೆಂಡರ್ ಪ್ರಕಟಣೆ (941, 898, 1134, 916)
org-contact: ದೂ: 080-26717184 ಇ-ಮೇಲ್: dtibngurban-ati-kamy@nic.in (1027, 137, 1252, 146)
table-header: ಟೆಂಡರ್‌ನ ಅಂದಾಜು ಮೊತ್ತ (ರೂ. ಲಕ್ಷಗಳಲ್ಲಿ) (244, 1512, 310, 1550)
table-cell: 2 (12, 1588, 34, 1626)
notice-ref: ಸಂ./ಕಾಅ/ಪಂ.ರಾ.ಇಂ.ವಿ/ಮೈ/ಇ-ಪ್ರೊಕ್ಯೂರ್‌ಮೆಂಟ್/ಸಂ.9/2025-26 ದಿನಾಂಕ:08.10.2025 (11, 1434, 285, 1443)
govt-label: ಕರ್ನಾಟಕ ಸರ್ಕಾರ (319, 1394, 365, 1403)
table-cell: 2025-26 ನೇ ಸಾಲಿನ ಕಾರ್ಯಪಾಲಕ ಅಭಿಯಂತರರು, ಪಂ.ರಾ.ಇಂ.ವಿಭಾಗ, ಮೈಸೂರು ರವರ ಕಚೇರಿಗೆ ಹವಾನಿಯಂತ್ರಿತ ವಾಹನವನ್ನು ಬಾಡಿಗೆ ಆಧಾರದ ಮೇಲೆ ಪಡೆಯುವ ಬಗ್ಗೆ. (A.C) (34, 1550, 244, 1588)
notice-case-no: RA.PA.NO:261/2025. (201, 129, 287, 138)
print-registration-marks (0, 1990, 1280, 2009)
notice-ref: ಸಂ: DTI/SS/ADMIN/EST/2025-DTI-BUR-DTI DATE 08.10.2025 (965, 150, 1232, 159)
cyan-dot (1180, 1997, 1188, 2005)
notice-body: BETWEEN: Nagaraju and others ...Appellants AND : The Assistant Commissioner Bengaluru South Sub division and others ...Respondents SUMMONS UNDER ORDER V RULE 20 AGAINST THE RESPONDENTS NO. 4 TO 6, 8 TO 10, 8, 11, AND 16 4. GURAPPA S/o Late Venkataswamy 5. Venkataswamy S/o Late Venkataswamy 6. Venkatesh. M S/o Late Venkataswamy Respondents 4 to 6 are residing at Gubbalala, Subramanyapura Post, Uttarahalli Hobli, Bengaluru-560061 8. Chinnappa S/o Late Anjaiappa 9. Chowrappa S/o Late Anjaiappa Respondent No. 8 & 9 are residing at Mylasandra Village, Begur Hobli, Bengaluru-560068. 10. P. Joseph S/o Late Papaiah R/at No. 10, Karamachand Layout, Bengaluru-560029 11. P.S Raju S/o Late Papaiah Respondent No.11 are residing at Nirmala Nagara, Mylasandra Dhakale, Begur Hobli, Bengaluru-560068 16. Munivenkatah @ Papaiah S/o Doddaveni Ramaiah R/at No 20, 3rd Cross, Byrasandra, 1st Block East, Jayanagara, Bengaluru-560011 Whereas, the above named appellants have filed Appeal against the order of the 1st respondent. You are hereby noticed to appear before the Deputy Commissioner Bengaluru Urban District Court in person or by pleader duly instructed and able to answer all material questions relating to the suit on 23rd day of October 2025 at 11 AM to answer the claim. If you fail to answer the above suit will be decided in your absence. Given under my hand and the seal of the court this 23rd day of September 2025. By Order of the Court Sd/- Deputy Commissioner Bengaluru Urban District, Bengaluru M. S. NANDISH ADVOCATE No. 29, Shivalaya, 1st Main, 3rd Cross, Krishnanagar Extension, Vidyaranya College Road Tumkur-572103 Mob No: 9620712775 (9, 150, 156, 484)
org-address: ಕಾರ್ಯಪಾಲಕ ಅಭಿಯಂತರರ ಕಚೇರಿ, ಮೈಸೂರು-570023. (262, 1421, 422, 1430)
wanted-phone: 9148791551 (657, 206, 784, 227)
table-cell: Toyota-ETIOS/ Ertiga (400, 1550, 543, 1588)
table-header: ಇಂಡೆಂಟ್ ನಂಬರ್ (997, 996, 1269, 1011)
table-header: ಮಂಜೂರಾದ ಮೊತ್ತ (ರೂ.) (122, 718, 217, 733)
table-cell: ಸ್ವಂತ ವಾಹನವನ್ನು ಹೊಂದಿರುವ ಮಾಲೀಕರು/ ಟ್ರಾವೆಲ್ ಏಜೆನ್ಸಿಗಳು (544, 1588, 629, 1626)
works-table (11, 1254, 474, 1285)
org-name: ನಗರಸಭಾ ಕಾರ್ಯಾಲಯ, ಉಡುಪಿ (140, 1147, 344, 1168)
notice-case-no: Mis.No.22/2019 (530, 129, 597, 138)
table-header: ಕ್ರ.ಸಂ (12, 1254, 38, 1269)
table-header: ಕ್ರ.ಸಂ (12, 1512, 34, 1550)
notice-sign: ಸಹಿ/- ಕಾರ್ಯನಿರ್ವಾಹಕ ಅಭಿಯಂತರರು, ಪಂಚಾಯತ್ ರಾಜ್ ಇಂಜಿನಿಯರಿಂಗ್ ವಿಭಾಗ, ಕಾರವಾರ (1126, 609, 1269, 629)
table-cell: 3,00,00,000/- (122, 733, 217, 748)
table-cell: DMA/2025-26/EL/WORK_INDENT50027 (38, 1269, 231, 1284)
notice-subheading: ಸೆಕ್ಯುರಿಟೈಸೇಶನ್ ಮತ್ತು ರಿಕನ್ಸ್ಟ್ರಕ್ಷನ್ ಆಫ್ ಫೈನಾನ್ಷಿಯಲ್ ಅಸೆಟ್ಸ್ ಮತ್ತು ಎನ್‌ಫೋರ್ಸ್‌ಮೆಂಟ್ ಆಫ್ ಸೆಕ್ಯುರಿಟಿ ಇಂಟರೆಸ್ಟ್ ಕಾಯ್ದೆ 2002ರಡಿಯಲ್ಲಿ ಸ್ಥಿರಾಸ್ತಿಯ ಮಾರಾಟ ಪ್ರಕಟಣೆ (733, 1396, 1186, 1405)
table-header: ಸ್ವತ್ತಿನ ವಿವರ (651, 1440, 951, 1456)
vehicle-tender-table (11, 1512, 629, 1665)
table-cell: 2025-26ನೇ ಸಾಲಿನ ಸಹಾಯಕ ಕಾರ್ಯಪಾಲಕ ಅಭಿಯಂತರರು, ಪಂ.ರಾ.ಇಂ.ಉಪವಿಭಾಗ ಕಚೇರಿಗೆ ಹವಾನಿಯಂತ್ರಣ ರಹಿತ ವಾಹನವನ್ನು ಬಾಡಿಗೆ ಆಧಾರದ ಮೇಲೆ ಪಡೆಯುವ ಬಗ್ಗೆ. (Non A.C) (34, 1588, 244, 1626)
notice-dc-kolar-1 (164, 104, 324, 500)
notice-sign: ಸಹಿ/- ಪ್ರಾಂಶುಪಾಲರು, ಜಿಲ್ಲಾ ತರಬೇತಿ ಸಂಸ್ಥೆ, ಬೆಂಗಳೂರು ನಗರ (1165, 273, 1269, 293)
table-cell: 5.20 (244, 1550, 310, 1588)
govt-label: ಕರ್ನಾಟಕ ಸರ್ಕಾರ (1036, 426, 1083, 435)
notice-body: ಜಿಲ್ಲಾ ತರಬೇತಿ ಸಂಸ್ಥೆ, ಬೆಂಗಳೂರು ನಗರ ಜಿಲ್ಲೆ ಇಲ್ಲಿಗೆ ಹೊರಗುತ್ತಿಗೆ ಆಧಾರದ ಮೇಲೆ ಸಿಬ್ಬಂದಿಗಳನ್ನು ಒದಗಿಸಲು ಅರ್ಹ ಸಂಸ್ಥೆಗಳಿಂದ ಇ-ಪ್ರೊಕ್ಯೂರ್‌ಮೆಂಟ್ ಮೂಲಕ ಟೆಂಡರ್ ಆಹ್ವಾನಿಸಲಾಗಿದೆ. ಟೆಂಡರ್‌ನ ಸಂಪೂರ್ಣ ವಿವರಗಳನ್ನು kppp.karnataka.gov.in ನಲ್ಲಿ ಪಡೆಯಬಹುದಾಗಿದೆ. 1) ಟೆಂಡರ್ ಸಂಖ್ಯೆ: ATI /2025-26/SE0087 2) ಟೆಂಡರ್ ಮೊತ್ತ ರೂ.8,57,263-00 3) ಟೆಂಡರ್ ಪ್ರಕಟಣೆ ದಿನಾಂಕ: 08/10/2025 4) ಟೆಂಡರ್ ಸಲ್ಲಿಸಲು ಕೊನೆಯ ದಿನಾಂಕ: 23/10/2025 (10.00AM – 5.30PM) (966, 186, 1269, 268)
header-rule (0, 70, 1280, 73)
table-header: ಕ್ರ.ಸಂ (12, 718, 37, 733)
loan-table (11, 718, 473, 749)
table-header: ಕಾಮಗಾರಿ ಪೂರ್ಣಗೊಳಿಸುವ ಅವಧಿ (356, 1254, 473, 1269)
table-cell: Bolero/Swift desire/Toyota-ETIOS or Similar Compact sedan or sedan type (400, 1626, 543, 1664)
ad-contact-strip (164, 502, 484, 554)
table-header: ಕಾಮಗಾರಿ ಹೆಸರು/ಪ್ಯಾಕೇಜ್ ಸಂಖ್ಯೆ (34, 1512, 244, 1550)
table-cell: ರೂ. 91,28,000/- (ಮೀಸಲು ಬೆಲೆ) ರೂ. 9,12,800/- (ಇಎಂಡಿ) (1168, 1456, 1268, 1494)
table-cell: ತುಮಕೂರು ನಗರ, ಕೆಂಪಾಪುರ ಗ್ರಾಮದ ಸರ್ವೆ ನಂ.10/2 ರಲ್ಲಿನ ನಿವೇಶನ ಸಂಖ್ಯೆ 2939, ಪೂರ್ವ-ಪಶ್ಚಿಮ 40 ಅಡಿ, ಉತ್ತರ-ದಕ್ಷಿಣ 60 ಅಡಿ ಅಳತೆಯ ನಿವೇಶನ ಹಾಗೂ ಅದರಲ್ಲಿರುವ ಕಟ್ಟಡ. (651, 1456, 951, 1494)
org-name: ಪಂಚಾಯತ್ ರಾಜ್ ಇಂಜಿನಿಯರಿಂಗ್ ವಿಭಾಗ, ಮೈಸೂರು (205, 1403, 479, 1421)
table-row (807, 1026, 1269, 1041)
govt-emblem-icon (859, 109, 897, 147)
table-row (807, 1041, 1269, 1056)
table-cell: 1 (12, 1550, 34, 1588)
